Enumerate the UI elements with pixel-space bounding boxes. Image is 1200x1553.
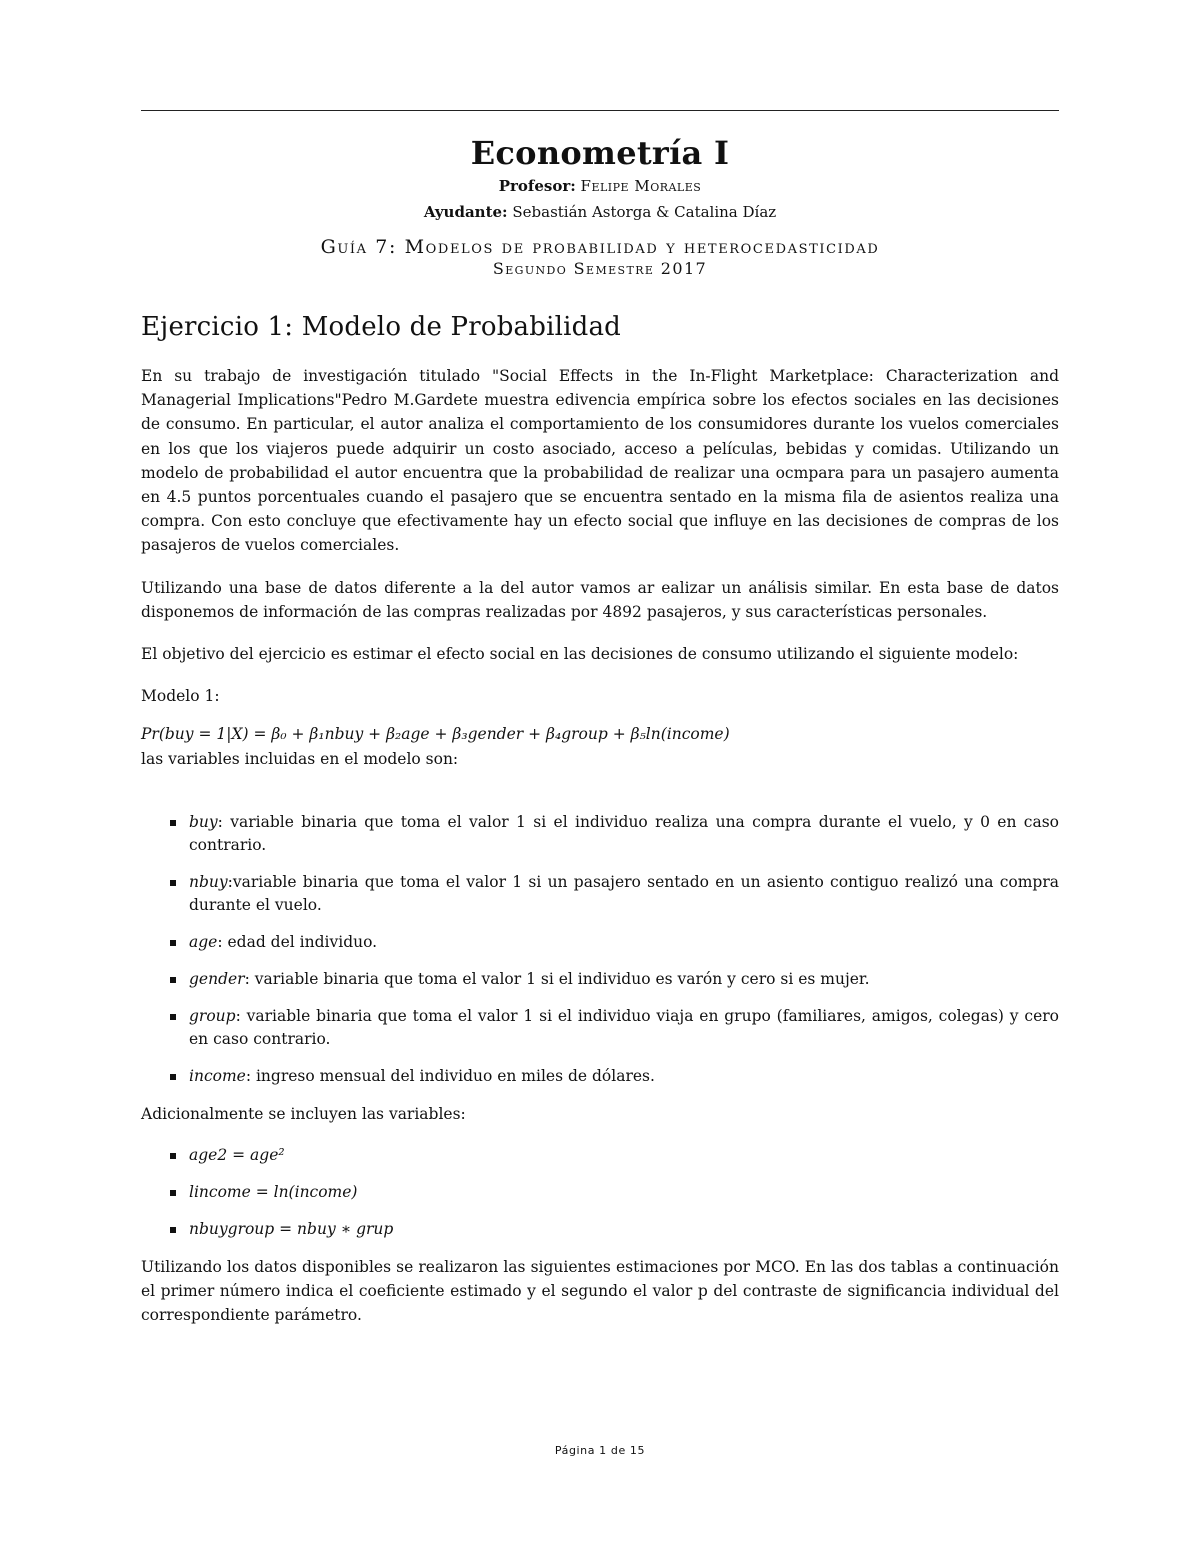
variable-desc: : variable binaria que toma el valor 1 si el individuo es varón y cero si es mujer. [244, 969, 870, 988]
semester: Segundo Semestre 2017 [492, 259, 708, 278]
variable-name: gender [189, 969, 245, 988]
list-item [141, 1065, 1059, 1088]
additional-variable: nbuygroup = nbuy ∗ grup [189, 1220, 394, 1239]
additional-list [141, 1144, 1059, 1241]
list-item [141, 871, 1059, 917]
ayudante-names: Sebastián Astorga & Catalina Díaz [512, 203, 777, 221]
variable-desc: : edad del individuo. [217, 932, 378, 951]
variables-intro [141, 747, 1059, 771]
bullet-icon [170, 1074, 176, 1080]
variables-intro-text: las variables incluidas en el modelo son: [141, 749, 459, 768]
variable-desc: : ingreso mensual del individuo en miles de dólares. [245, 1066, 655, 1085]
guide-title: Guía 7: Modelos de probabilidad y heterocedasticidad [320, 236, 880, 258]
paragraph-objective: El objetivo del ejercicio es estimar el efecto social en las decisiones de consumo utilizando el siguiente modelo: [141, 645, 1019, 664]
list-item [141, 1218, 1059, 1241]
profesor-line [141, 177, 1059, 195]
bullet-icon [170, 1014, 176, 1020]
paragraph-estimations: Utilizando los datos disponibles se realizaron las siguientes estimaciones por MCO. En las dos tablas a continuación el primer número indica el coeficiente estimado y el segundo el valor p del contraste de significancia individual del correspondiente parámetro. [141, 1258, 1059, 1325]
bullet-icon [170, 940, 176, 946]
bullet-icon [170, 1153, 176, 1159]
variables-list [141, 811, 1059, 1088]
list-item [141, 968, 1059, 991]
additional-intro: Adicionalmente se incluyen las variables: [141, 1104, 466, 1123]
list-item [141, 1005, 1059, 1051]
bullet-icon [170, 977, 176, 983]
model-equation: Pr(buy = 1|X) = β₀ + β₁nbuy + β₂age + β₃gender + β₄group + β₅ln(income) [141, 725, 730, 744]
variable-name: age [189, 932, 218, 951]
variable-name: group [189, 1006, 236, 1025]
bullet-icon [170, 1190, 176, 1196]
variable-name: nbuy [189, 872, 228, 891]
paragraph-database: Utilizando una base de datos diferente a la del autor vamos ar ealizar un análisis similar. En esta base de datos disponemos de información de las compras realizadas por 4892 pasajeros, y sus características personales. [141, 578, 1059, 621]
bullet-icon [170, 1227, 176, 1233]
variable-name: buy [189, 812, 218, 831]
main-content [141, 312, 1059, 1346]
additional-variable: age2 = age² [189, 1146, 285, 1165]
paragraph-intro: En su trabajo de investigación titulado "Social Effects in the In-Flight Marketplace: Characterization and Managerial Implications"Pedro M.Gardete muestra edivencia empírica sobre los efectos sociales en las decisiones de consumo. En particular, el autor analiza el comportamiento de los consumidores durante los vuelos comerciales en los que los viajeros puede adquirir un costo asociado, acceso a películas, bebidas y comidas. Utilizando un modelo de probabilidad el autor encuentra que la probabilidad de realizar una ocmpara para un pasajero aumenta en 4.5 puntos porcentuales cuando el pasajero que se encuentra sentado en la misma fila de asientos realiza una compra. Con esto concluye que efectivamente hay un efecto social que influye en las decisiones de compras de los pasajeros de vuelos comerciales. [141, 367, 1059, 555]
ayudante-line [141, 203, 1059, 221]
variable-name: income [189, 1066, 246, 1085]
bullet-icon [170, 820, 176, 826]
additional-variable: lincome = ln(income) [189, 1183, 358, 1202]
page-number: Página 1 de 15 [554, 1444, 646, 1457]
model-label: Modelo 1: [141, 687, 220, 706]
header-rule [141, 110, 1059, 111]
ayudante-label: Ayudante: [423, 203, 508, 221]
variable-desc: :variable binaria que toma el valor 1 si un pasajero sentado en un asiento contiguo realizó una compra durante el vuelo. [189, 872, 1059, 914]
variable-desc: : variable binaria que toma el valor 1 si el individuo viaja en grupo (familiares, amigos, colegas) y cero en caso contrario. [189, 1006, 1059, 1048]
list-item [141, 1181, 1059, 1204]
list-item [141, 931, 1059, 954]
profesor-name: Felipe Morales [580, 177, 702, 195]
list-item [141, 811, 1059, 857]
list-item [141, 1144, 1059, 1167]
profesor-label: Profesor: [498, 177, 576, 195]
bullet-icon [170, 880, 176, 886]
section-heading: Ejercicio 1: Modelo de Probabilidad [141, 312, 622, 342]
document-title: Econometría I [470, 134, 730, 172]
variable-desc: : variable binaria que toma el valor 1 si el individuo realiza una compra durante el vuelo, y 0 en caso contrario. [189, 812, 1059, 854]
